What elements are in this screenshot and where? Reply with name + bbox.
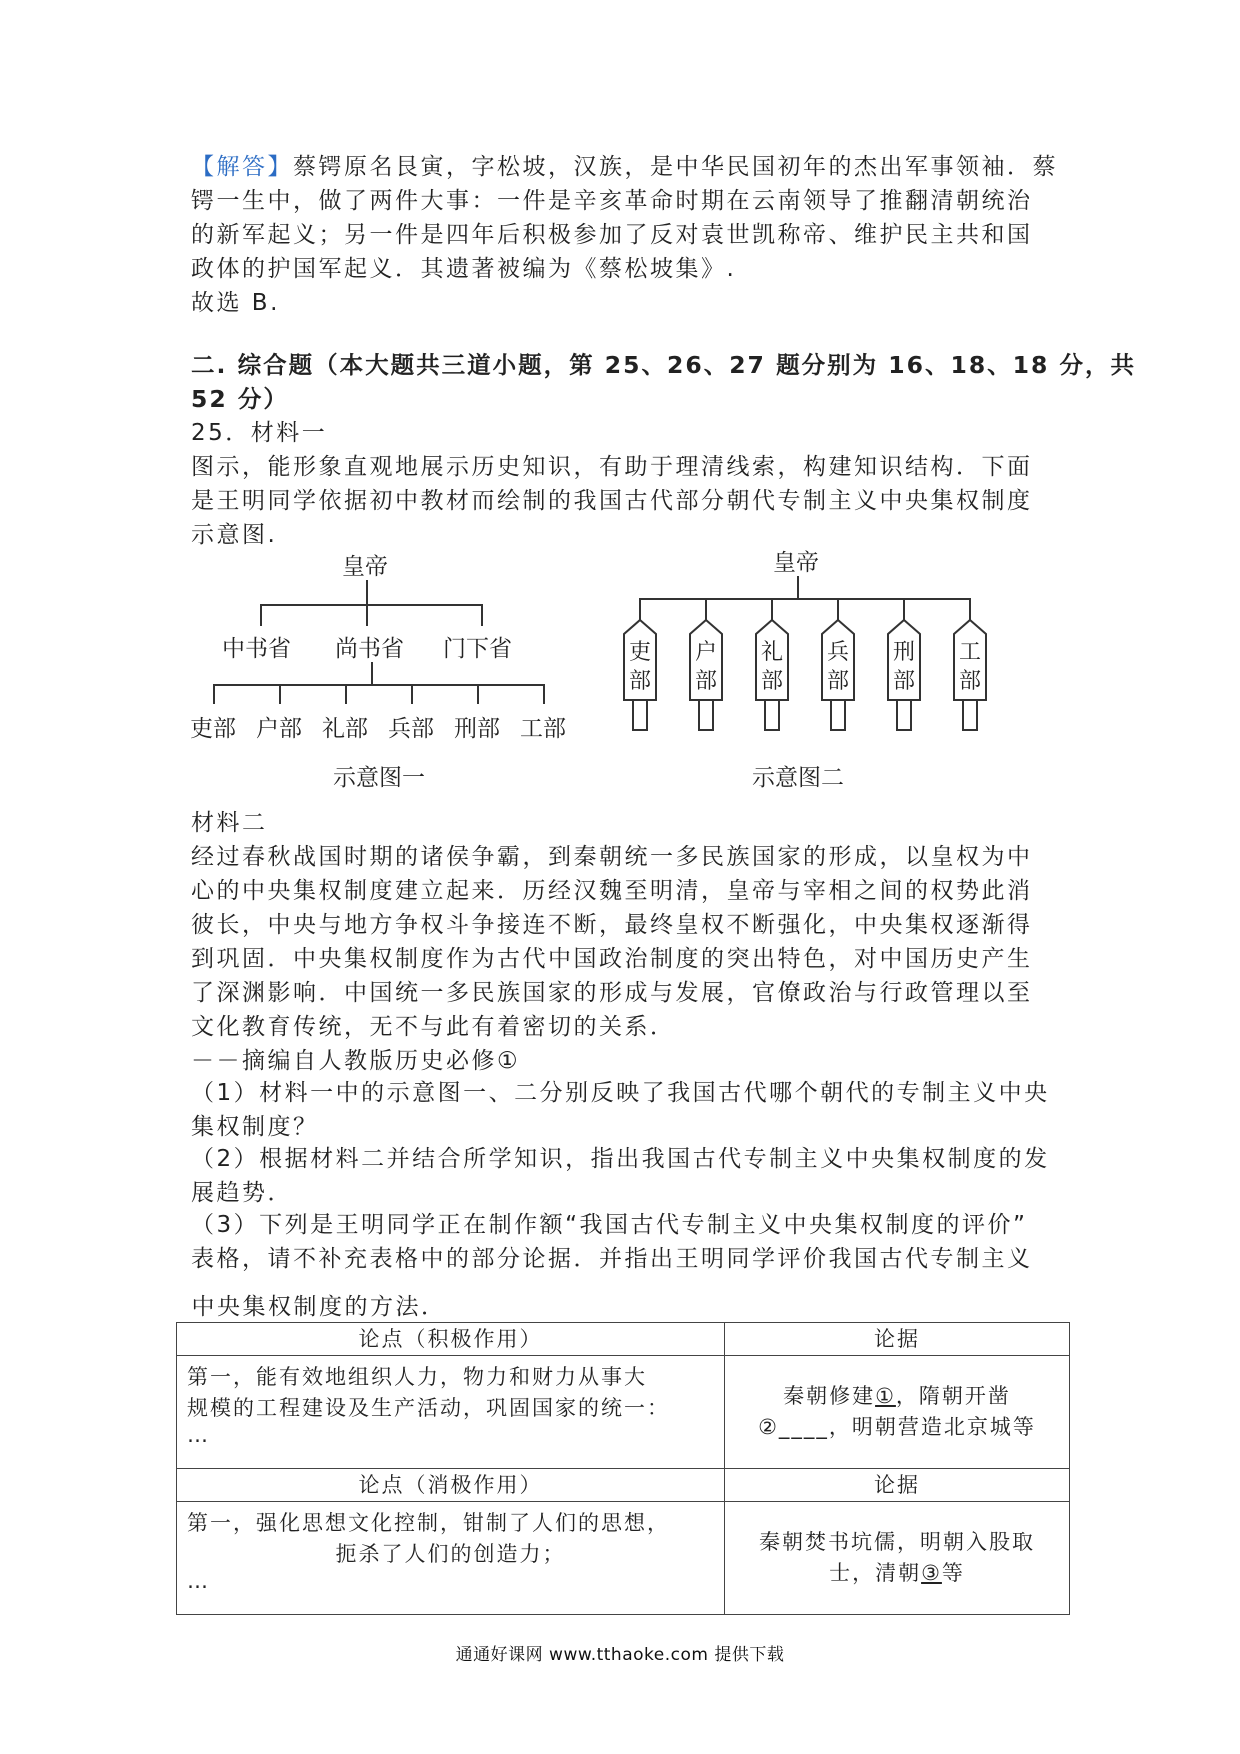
material1-line-2: 是王明同学依据初中教材而绘制的我国古代部分朝代专制主义中央集权制度 — [191, 488, 1033, 514]
diagram1-province-1: 中书省 — [222, 636, 291, 662]
material1-line-1: 图示，能形象直观地展示历史知识，有助于理清线索，构建知识结构．下面 — [191, 454, 1033, 480]
material1-line-3: 示意图. — [191, 522, 278, 548]
blank-3: ③ — [921, 1561, 942, 1585]
table-row — [177, 1292, 1070, 1323]
material2-line-2: 心的中央集权制度建立起来．历经汉魏至明清，皇帝与宰相之间的权势此消 — [191, 878, 1033, 904]
question2-line-1: （2）根据材料二并结合所学知识，指出我国古代专制主义中央集权制度的发 — [191, 1146, 1050, 1172]
negative-header: 论点（消极作用） — [177, 1469, 725, 1502]
negative-argument: 第一，强化思想文化控制，钳制了人们的思想， 扼杀了人们的创造力； … — [177, 1502, 725, 1615]
diagram2-caption: 示意图二 — [752, 765, 844, 791]
positive-argument: 第一，能有效地组织人力，物力和财力从事大 规模的工程建设及生产活动，巩固国家的统一： … — [177, 1356, 725, 1469]
answer-line-2: 锷一生中，做了两件大事：一件是辛亥革命时期在云南领导了推翻清朝统治 — [191, 188, 1033, 214]
answer-choice: 故选 B. — [191, 290, 280, 316]
pillar-6-label: 工 部 — [958, 640, 981, 694]
material2-line-1: 经过春秋战国时期的诸侯争霸，到秦朝统一多民族国家的形成，以皇权为中 — [191, 844, 1033, 870]
diagram1-ministry-4: 兵部 — [388, 716, 434, 742]
diagram2-pillars — [610, 598, 990, 748]
answer-line-4: 政体的护国军起义．其遗著被编为《蔡松坡集》. — [191, 256, 737, 282]
blank-1: ① — [875, 1384, 896, 1408]
table-row — [177, 1502, 1070, 1615]
question1-line-2: 集权制度？ — [191, 1114, 319, 1140]
question3-line-3: 中央集权制度的方法． — [191, 1294, 447, 1320]
negative-evidence: 秦朝焚书坑儒，明朝入股取 士，清朝③等 — [725, 1502, 1070, 1615]
table-row — [177, 1356, 1070, 1469]
diagram1-province-2: 尚书省 — [335, 636, 404, 662]
material2-line-3: 彼长，中央与地方争权斗争接连不断，最终皇权不断强化，中央集权逐渐得 — [191, 912, 1033, 938]
diagram1-ministry-5: 刑部 — [454, 716, 500, 742]
positive-evidence: 秦朝修建①，隋朝开凿 ②____，明朝营造北京城等 — [725, 1356, 1070, 1469]
material2-line-4: 到巩固．中央集权制度作为古代中国政治制度的突出特色，对中国历史产生 — [191, 946, 1033, 972]
pillar-2-label: 户 部 — [694, 640, 717, 694]
material2-source: －－摘编自人教版历史必修① — [191, 1048, 521, 1074]
diagram1-ministry-3: 礼部 — [322, 716, 368, 742]
pillar-4-label: 兵 部 — [826, 640, 849, 694]
question1-line-1: （1）材料一中的示意图一、二分别反映了我国古代哪个朝代的专制主义中央 — [191, 1080, 1050, 1106]
positive-header: 论点（积极作用） — [177, 1323, 725, 1356]
diagram1-ministry-6: 工部 — [520, 716, 566, 742]
pillar-3-label: 礼 部 — [760, 640, 783, 694]
question3-line-1: （3）下列是王明同学正在制作额“我国古代专制主义中央集权制度的评价” — [191, 1212, 1028, 1238]
material1-label: 25．材料一 — [191, 420, 328, 446]
answer-line-3: 的新军起义；另一件是四年后积极参加了反对袁世凯称帝、维护民主共和国 — [191, 222, 1033, 248]
pillar-5-label: 刑 部 — [892, 640, 915, 694]
pillar-1-label: 吏 部 — [628, 640, 651, 694]
diagram2-emperor: 皇帝 — [773, 550, 819, 576]
diagram1-ministry-2: 户部 — [256, 716, 302, 742]
evidence-header: 论据 — [725, 1323, 1070, 1356]
material2-line-6: 文化教育传统，无不与此有着密切的关系． — [191, 1014, 676, 1040]
material2-label: 材料二 — [191, 810, 268, 836]
footer-download-note: 通通好课网 www.tthaoke.com 提供下载 — [455, 1645, 785, 1665]
section-heading-line-2: 52 分） — [191, 385, 289, 413]
evidence-header-2: 论据 — [725, 1469, 1070, 1502]
question3-line-2: 表格，请不补充表格中的部分论据．并指出王明同学评价我国古代专制主义 — [191, 1246, 1033, 1272]
diagram1-emperor: 皇帝 — [342, 554, 388, 580]
answer-line-1: 【解答】蔡锷原名艮寅，字松坡，汉族，是中华民国初年的杰出军事领袖．蔡 — [191, 154, 1058, 180]
section-heading-line-1: 二. 综合题（本大题共三道小题，第 25、26、27 题分别为 16、18、18 分，共 — [191, 351, 1137, 379]
question2-line-2: 展趋势． — [191, 1180, 293, 1206]
table-row — [177, 1469, 1070, 1502]
table-row — [177, 1323, 1070, 1356]
diagram1-province-3: 门下省 — [443, 636, 512, 662]
evaluation-table — [176, 1292, 1070, 1615]
answer-tag: 【解答】 — [191, 154, 293, 180]
material2-line-5: 了深渊影响．中国统一多民族国家的形成与发展，官僚政治与行政管理以至 — [191, 980, 1033, 1006]
diagram1-ministry-1: 吏部 — [190, 716, 236, 742]
diagram1-caption: 示意图一 — [333, 765, 425, 791]
